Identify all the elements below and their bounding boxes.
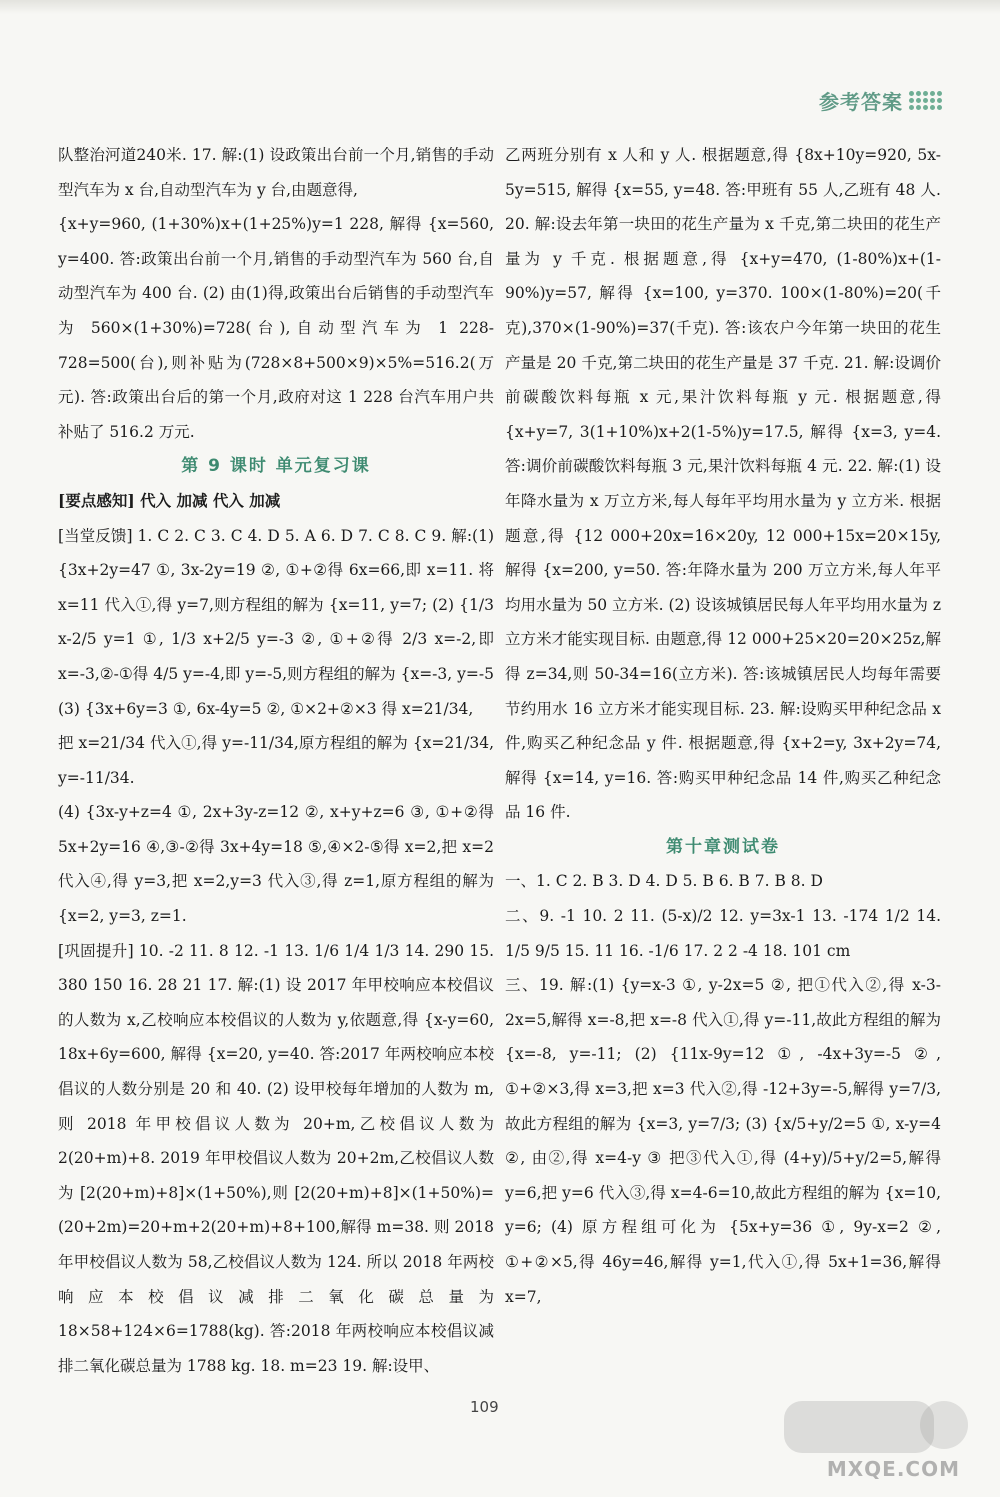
header-label: 参考答案: [819, 90, 903, 114]
page-number: 109: [470, 1398, 499, 1416]
answer-paragraph: 乙两班分别有 x 人和 y 人. 根据题意,得 {8x+10y=920, 5x-5y=515, 解得 {x=55, y=48. 答:甲班有 55 人,乙班有 48 人. 20. 解:设去年第一块田的花生产量为 x 千克,第二块田的花生产量为 y 千克. 根据题意,得 {x+y=470, (1-80%)x+(1-90%)y=57, 解得 {x=100, y=370. 100×(1-80%)=20(千克),370×(1-90%)=37(千克). 答:该农户今年第一块田的花生产量是 20 千克,第二块田的花生产量是 37 千克. 21. 解:设调价前碳酸饮料每瓶 x 元,果汁饮料每瓶 y 元. 根据题意,得 {x+y=7, 3(1+10%)x+2(1-5%)y=17.5, 解得 {x=3, y=4. 答:调价前碳酸饮料每瓶 3 元,果汁饮料每瓶 4 元. 22. 解:(1) 设年降水量为 x 万立方米,每人每年平均用水量为 y 立方米. 根据题意,得 {12 000+20x=16×20y, 12 000+15x=20×15y, 解得 {x=200, y=50. 答:年降水量为 200 万立方米,每人年平均用水量为 50 立方米. (2) 设该城镇居民每人年平均用水量为 z 立方米才能实现目标. 由题意,得 12 000+25×20=20×25z,解得 z=34,则 50-34=16(立方米). 答:该城镇居民人均每年需要节约用水 16 立方米才能实现目标. 23. 解:设购买甲种纪念品 x 件,购买乙种纪念品 y 件. 根据题意,得 {x+2=y, 3x+2y=74, 解得 {x=14, y=16. 答:购买甲种纪念品 14 件,购买乙种纪念品 16 件.: [505, 146, 941, 822]
answer-paragraph: 把 x=21/34 代入①,得 y=-11/34,原方程组的解为 {x=21/34, y=-11/34.: [58, 734, 494, 787]
section-title: 第十章测试卷: [666, 836, 780, 857]
right-column: [505, 138, 941, 1314]
answer-paragraph: {x+y=960, (1+30%)x+(1+25%)y=1 228, 解得 {x=560, y=400. 答:政策出台前一个月,销售的手动型汽车为 560 台,自动型汽车为 400 台. (2) 由(1)得,政策出台后销售的手动型汽车为 560×(1+30%)=728(台),自动型汽车为 1 228-728=500(台),则补贴为(728×8+500×9)×5%=516.2(万元). 答:政策出台后的第一个月,政府对这 1 228 台汽车用户共补贴了 516.2 万元.: [58, 215, 494, 441]
watermark: [744, 1395, 974, 1487]
watermark-text: MXQE.COM: [826, 1457, 960, 1481]
section-title: 第 9 课时 单元复习课: [181, 456, 371, 477]
answer-paragraph: 二、9. -1 10. 2 11. (5-x)/2 12. y=3x-1 13. -174 1/2 14. 1/5 9/5 15. 11 16. -1/6 17. 2 2 -4 18. 101 cm: [505, 907, 941, 960]
answer-paragraph: [要点感知] 代入 加减 代入 加减: [58, 490, 281, 510]
dot-grid-icon: [909, 91, 942, 110]
header-mark: [819, 86, 942, 115]
answer-paragraph: [当堂反馈] 1. C 2. C 3. C 4. D 5. A 6. D 7. C 8. C 9. 解:(1) {3x+2y=47 ①, 3x-2y=19 ②, ①+②得 6x=66,即 x=11. 将 x=11 代入①,得 y=7,则方程组的解为 {x=11, y=7; (2) {1/3 x-2/5 y=1 ①, 1/3 x+2/5 y=-3 ②, ①+②得 2/3 x=-2,即 x=-3,②-①得 4/5 y=-4,即 y=-5,则方程组的解为 {x=-3, y=-5 (3) {3x+6y=3 ①, 6x-4y=5 ②, ①×2+②×3 得 x=21/34,: [58, 526, 494, 718]
answer-paragraph: [巩固提升] 10. -2 11. 8 12. -1 13. 1/6 1/4 1/3 14. 290 15. 380 150 16. 28 21 17. 解:(1) 设 2017 年甲校响应本校倡议的人数为 x,乙校响应本校倡议的人数为 y,依题意,得 {x-y=60, 18x+6y=600, 解得 {x=20, y=40. 答:2017 年两校响应本校倡议的人数分别是 20 和 40. (2) 设甲校每年增加的人数为 m,则 2018 年甲校倡议人数为 20+m,乙校倡议人数为 2(20+m)+8. 2019 年甲校倡议人数为 20+2m,乙校倡议人数为 [2(20+m)+8]×(1+50%),则 [2(20+m)+8]×(1+50%)=(20+2m)=20+m+2(20+m)+8+100,解得 m=38. 则 2018 年甲校倡议人数为 58,乙校倡议人数为 124. 所以 2018 年两校响应本校倡议减排二氧化碳总量为 18×58+124×6=1788(kg). 答:2018 年两校响应本校倡议减排二氧化碳总量为 1788 kg. 18. m=23 19. 解:设甲、: [58, 941, 494, 1375]
scan-edge-shadow: [0, 0, 1000, 14]
left-column: [58, 138, 494, 1383]
answer-paragraph: 队整治河道240米. 17. 解:(1) 设政策出台前一个月,销售的手动型汽车为 x 台,自动型汽车为 y 台,由题意得,: [58, 146, 494, 199]
answer-paragraph: (4) {3x-y+z=4 ①, 2x+3y-z=12 ②, x+y+z=6 ③, ①+②得 5x+2y=16 ④,③-②得 3x+4y=18 ⑤,④×2-⑤得 x=2,把 x=2 代入④,得 y=3,把 x=2,y=3 代入③,得 z=1,原方程组的解为 {x=2, y=3, z=1.: [58, 803, 494, 926]
answer-paragraph: 三、19. 解:(1) {y=x-3 ①, y-2x=5 ②, 把①代入②,得 x-3-2x=5,解得 x=-8,把 x=-8 代入①,得 y=-11,故此方程组的解为 {x=-8, y=-11; (2) {11x-9y=12 ①, -4x+3y=-5 ②, ①+②×3,得 x=3,把 x=3 代入②,得 -12+3y=-5,解得 y=7/3,故此方程组的解为 {x=3, y=7/3; (3) {x/5+y/2=5 ①, x-y=4 ②, 由②,得 x=4-y ③ 把③代入①,得 (4+y)/5+y/2=5,解得 y=6,把 y=6 代入③,得 x=4-6=10,故此方程组的解为 {x=10, y=6; (4) 原方程组可化为 {5x+y=36 ①, 9y-x=2 ②, ①+②×5,得 46y=46,解得 y=1,代入①,得 5x+1=36,解得 x=7,: [505, 976, 941, 1306]
answer-paragraph: 一、1. C 2. B 3. D 4. D 5. B 6. B 7. B 8. D: [505, 872, 823, 891]
